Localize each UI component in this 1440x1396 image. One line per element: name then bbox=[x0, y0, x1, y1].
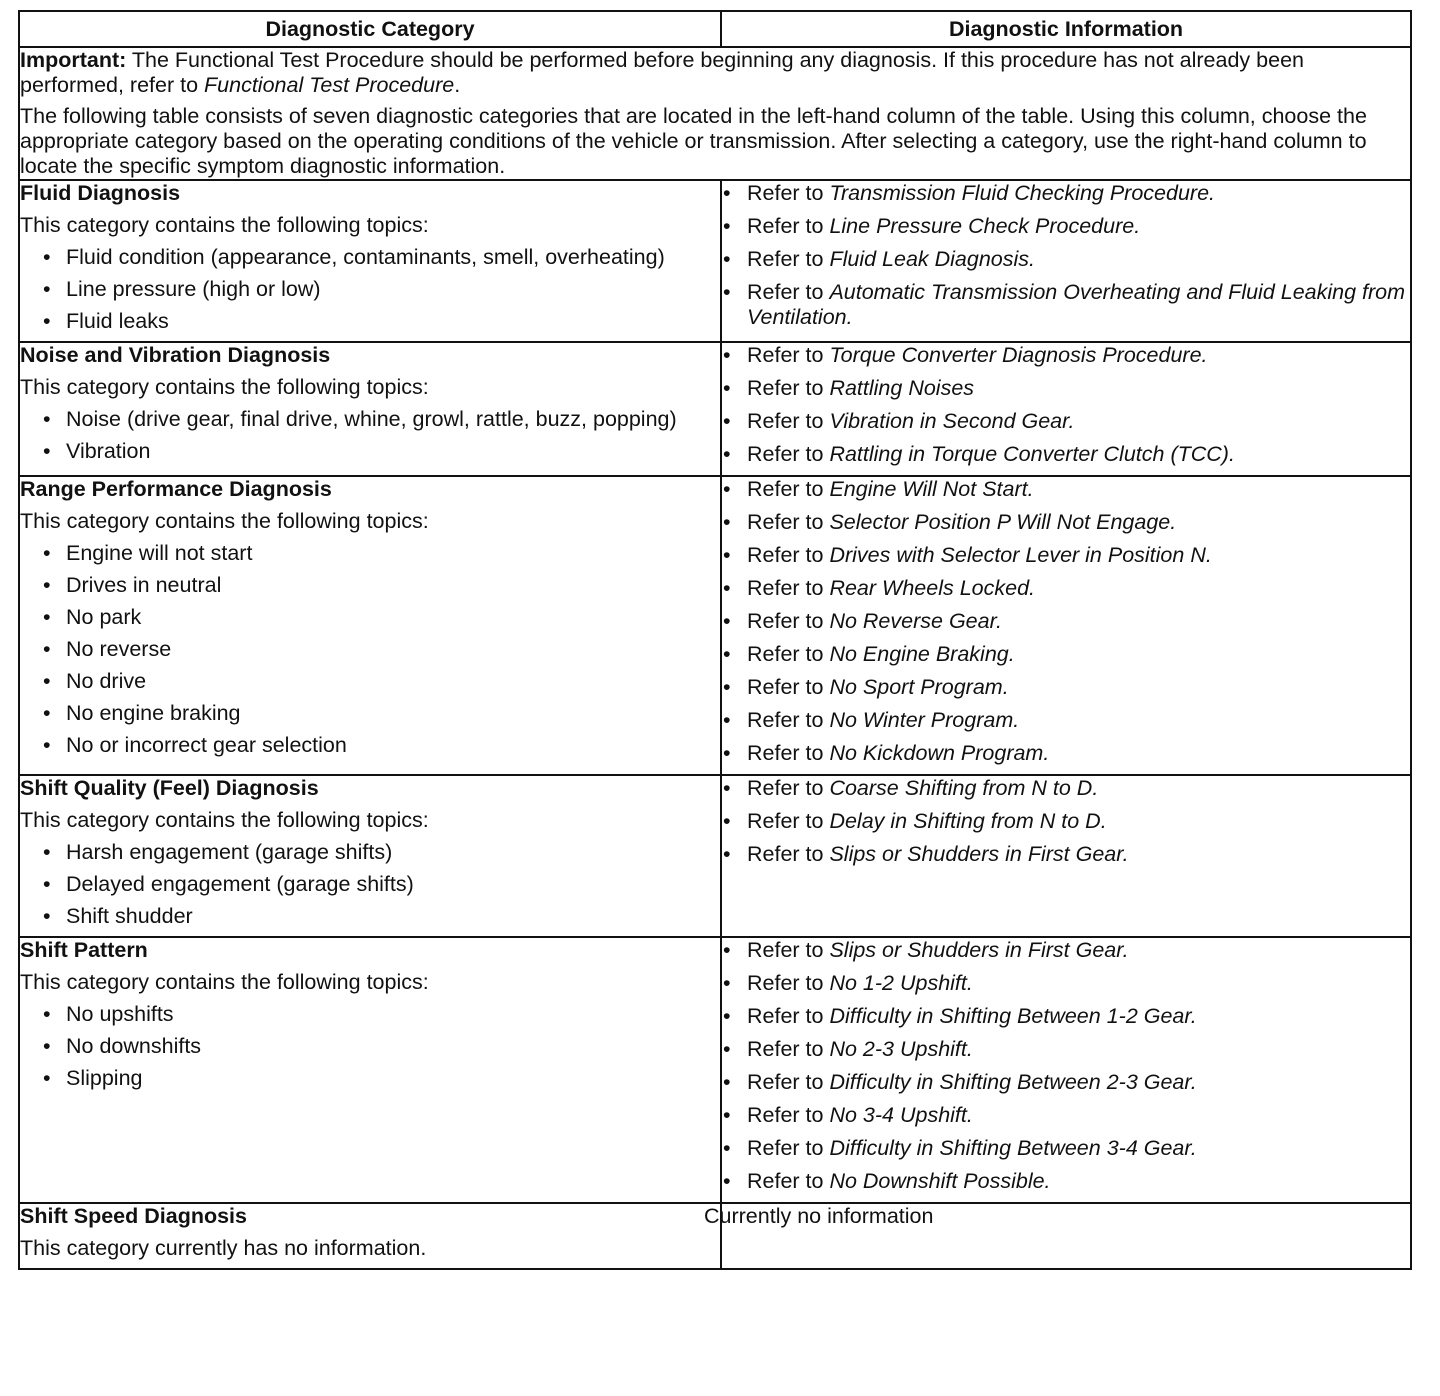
topic-item: • No or incorrect gear selection bbox=[66, 733, 720, 758]
table-row bbox=[19, 180, 1411, 342]
reference-item bbox=[747, 1136, 1410, 1161]
reference-item bbox=[747, 576, 1410, 601]
reference-link[interactable]: Drives with Selector Lever in Position N. bbox=[829, 543, 1212, 567]
topic-item: • Fluid condition (appearance, contaminants, smell, overheating) bbox=[66, 245, 720, 270]
reference-item bbox=[747, 247, 1410, 272]
information-cell bbox=[721, 937, 1411, 1203]
reference-prefix: Refer to bbox=[747, 741, 830, 765]
reference-link[interactable]: No Kickdown Program. bbox=[829, 741, 1050, 765]
topic-item: • No park bbox=[66, 605, 720, 630]
topic-item: • Drives in neutral bbox=[66, 573, 720, 598]
intro-paragraph: The following table consists of seven diagnostic categories that are located in the left-hand column of the table. Using this column, choose the appropriate category based on the operating conditions of the vehicle or transmission. After selecting a category, use the right-hand column to locate the specific symptom diagnostic information. bbox=[20, 104, 1367, 178]
reference-link[interactable]: Coarse Shifting from N to D. bbox=[829, 776, 1099, 800]
reference-item bbox=[747, 675, 1410, 700]
no-information-text: Currently no information bbox=[704, 1204, 934, 1228]
reference-prefix: Refer to bbox=[747, 247, 830, 271]
reference-prefix: Refer to bbox=[747, 543, 830, 567]
functional-test-reference: Functional Test Procedure bbox=[204, 73, 455, 97]
reference-prefix: Refer to bbox=[747, 1037, 830, 1061]
reference-item bbox=[747, 442, 1410, 467]
reference-link[interactable]: Difficulty in Shifting Between 2-3 Gear. bbox=[829, 1070, 1197, 1094]
reference-item bbox=[747, 280, 1410, 330]
reference-item bbox=[747, 938, 1410, 963]
reference-link[interactable]: Automatic Transmission Overheating and Fluid Leaking from Ventilation. bbox=[747, 280, 1406, 329]
topic-item: • No engine braking bbox=[66, 701, 720, 726]
topic-list bbox=[20, 245, 720, 334]
category-title: Shift Quality (Feel) Diagnosis bbox=[20, 776, 319, 800]
reference-link[interactable]: Difficulty in Shifting Between 3-4 Gear. bbox=[829, 1136, 1197, 1160]
reference-list bbox=[722, 776, 1410, 867]
reference-link[interactable]: Line Pressure Check Procedure. bbox=[829, 214, 1141, 238]
reference-item bbox=[747, 971, 1410, 996]
topic-item: • No reverse bbox=[66, 637, 720, 662]
category-cell bbox=[19, 342, 721, 476]
table-row bbox=[19, 342, 1411, 476]
reference-item bbox=[747, 477, 1410, 502]
reference-link[interactable]: Fluid Leak Diagnosis. bbox=[829, 247, 1036, 271]
table-row bbox=[19, 937, 1411, 1203]
reference-link[interactable]: Rattling Noises bbox=[829, 376, 975, 400]
important-note bbox=[20, 48, 1410, 98]
information-cell bbox=[721, 180, 1411, 342]
reference-prefix: Refer to bbox=[747, 376, 830, 400]
category-cell bbox=[19, 937, 721, 1203]
category-title: Shift Pattern bbox=[20, 938, 148, 962]
reference-prefix: Refer to bbox=[747, 842, 830, 866]
table-row bbox=[19, 775, 1411, 937]
category-cell bbox=[19, 476, 721, 775]
table-row bbox=[19, 476, 1411, 775]
reference-prefix: Refer to bbox=[747, 576, 830, 600]
reference-prefix: Refer to bbox=[747, 1169, 830, 1193]
reference-prefix: Refer to bbox=[747, 1004, 830, 1028]
reference-item bbox=[747, 1103, 1410, 1128]
reference-link[interactable]: No Sport Program. bbox=[829, 675, 1009, 699]
reference-prefix: Refer to bbox=[747, 971, 830, 995]
reference-link[interactable]: Engine Will Not Start. bbox=[829, 477, 1034, 501]
information-cell bbox=[721, 476, 1411, 775]
topic-item: • No upshifts bbox=[66, 1002, 720, 1027]
important-end: . bbox=[454, 73, 461, 97]
table-header-row bbox=[19, 11, 1411, 47]
reference-link[interactable]: Slips or Shudders in First Gear. bbox=[829, 938, 1129, 962]
reference-prefix: Refer to bbox=[747, 675, 830, 699]
reference-item bbox=[747, 409, 1410, 434]
important-text: The Functional Test Procedure should be performed before beginning any diagnosis. If this procedure has not already been performed, refer to bbox=[20, 48, 1304, 97]
topic-item: • No downshifts bbox=[66, 1034, 720, 1059]
reference-prefix: Refer to bbox=[747, 477, 830, 501]
reference-item bbox=[747, 741, 1410, 766]
reference-item bbox=[747, 609, 1410, 634]
reference-item bbox=[747, 1004, 1410, 1029]
reference-prefix: Refer to bbox=[747, 1070, 830, 1094]
reference-link[interactable]: Rattling in Torque Converter Clutch (TCC). bbox=[829, 442, 1235, 466]
reference-prefix: Refer to bbox=[747, 1136, 830, 1160]
information-cell bbox=[704, 1203, 1411, 1269]
reference-prefix: Refer to bbox=[747, 938, 830, 962]
category-title: Range Performance Diagnosis bbox=[20, 477, 332, 501]
reference-link[interactable]: Selector Position P Will Not Engage. bbox=[829, 510, 1177, 534]
reference-prefix: Refer to bbox=[747, 280, 830, 304]
reference-item bbox=[747, 343, 1410, 368]
header-diagnostic-category: Diagnostic Category bbox=[19, 11, 721, 47]
reference-link[interactable]: No Engine Braking. bbox=[829, 642, 1015, 666]
reference-item bbox=[747, 181, 1410, 206]
category-description: This category contains the following topics: bbox=[20, 213, 429, 237]
topic-list bbox=[20, 541, 720, 758]
diagnostic-document bbox=[18, 10, 1410, 1270]
category-cell bbox=[19, 180, 721, 342]
category-title: Fluid Diagnosis bbox=[20, 181, 181, 205]
reference-item bbox=[747, 1037, 1410, 1062]
reference-prefix: Refer to bbox=[747, 510, 830, 534]
reference-link[interactable]: Delay in Shifting from N to D. bbox=[829, 809, 1107, 833]
reference-item bbox=[747, 842, 1410, 867]
information-cell bbox=[721, 342, 1411, 476]
reference-link[interactable]: No Downshift Possible. bbox=[829, 1169, 1051, 1193]
reference-link[interactable]: No Reverse Gear. bbox=[829, 609, 1002, 633]
category-description: This category contains the following topics: bbox=[20, 808, 429, 832]
header-diagnostic-information: Diagnostic Information bbox=[721, 11, 1411, 47]
reference-prefix: Refer to bbox=[747, 642, 830, 666]
reference-item bbox=[747, 809, 1410, 834]
reference-link[interactable]: Transmission Fluid Checking Procedure. bbox=[829, 181, 1216, 205]
reference-item bbox=[747, 642, 1410, 667]
important-label: Important: bbox=[20, 48, 127, 72]
reference-prefix: Refer to bbox=[747, 181, 830, 205]
category-description: This category currently has no information. bbox=[20, 1236, 427, 1260]
reference-link[interactable]: Difficulty in Shifting Between 1-2 Gear. bbox=[829, 1004, 1197, 1028]
reference-item bbox=[747, 376, 1410, 401]
topic-list bbox=[20, 840, 720, 929]
reference-list bbox=[722, 343, 1410, 467]
reference-prefix: Refer to bbox=[747, 609, 830, 633]
topic-item: • Noise (drive gear, final drive, whine, growl, rattle, buzz, popping) bbox=[66, 407, 720, 432]
category-title: Shift Speed Diagnosis bbox=[20, 1204, 247, 1228]
category-description: This category contains the following topics: bbox=[20, 509, 429, 533]
reference-item bbox=[747, 543, 1410, 568]
topic-item: • Line pressure (high or low) bbox=[66, 277, 720, 302]
reference-link[interactable]: No 1-2 Upshift. bbox=[829, 971, 973, 995]
reference-prefix: Refer to bbox=[747, 442, 830, 466]
intro-row bbox=[19, 47, 1411, 180]
category-title: Noise and Vibration Diagnosis bbox=[20, 343, 331, 367]
topic-item: • Engine will not start bbox=[66, 541, 720, 566]
category-description: This category contains the following topics: bbox=[20, 375, 429, 399]
topic-item: • Vibration bbox=[66, 439, 720, 464]
reference-link[interactable]: Rear Wheels Locked. bbox=[829, 576, 1035, 600]
topic-item: • Slipping bbox=[66, 1066, 720, 1091]
topic-item: • No drive bbox=[66, 669, 720, 694]
topic-item: • Shift shudder bbox=[66, 904, 720, 929]
category-description: This category contains the following topics: bbox=[20, 970, 429, 994]
reference-link[interactable]: No Winter Program. bbox=[829, 708, 1020, 732]
intro-cell bbox=[19, 47, 1411, 180]
reference-link[interactable]: Slips or Shudders in First Gear. bbox=[829, 842, 1129, 866]
reference-list bbox=[722, 181, 1410, 330]
topic-item: • Delayed engagement (garage shifts) bbox=[66, 872, 720, 897]
reference-prefix: Refer to bbox=[747, 214, 830, 238]
reference-prefix: Refer to bbox=[747, 1103, 830, 1127]
reference-link[interactable]: No 2-3 Upshift. bbox=[829, 1037, 973, 1061]
reference-prefix: Refer to bbox=[747, 809, 830, 833]
reference-prefix: Refer to bbox=[747, 409, 830, 433]
reference-link[interactable]: No 3-4 Upshift. bbox=[829, 1103, 973, 1127]
diagnostic-table bbox=[18, 10, 1412, 1270]
reference-item bbox=[747, 776, 1410, 801]
topic-item: • Fluid leaks bbox=[66, 309, 720, 334]
reference-item bbox=[747, 708, 1410, 733]
reference-link[interactable]: Torque Converter Diagnosis Procedure. bbox=[829, 343, 1208, 367]
reference-item bbox=[747, 1169, 1410, 1194]
reference-list bbox=[722, 477, 1410, 766]
reference-prefix: Refer to bbox=[747, 776, 830, 800]
reference-prefix: Refer to bbox=[747, 343, 830, 367]
topic-item: • Harsh engagement (garage shifts) bbox=[66, 840, 720, 865]
category-cell bbox=[19, 775, 721, 937]
reference-item bbox=[747, 1070, 1410, 1095]
topic-list bbox=[20, 407, 720, 464]
information-cell bbox=[721, 775, 1411, 937]
reference-item bbox=[747, 214, 1410, 239]
reference-list bbox=[722, 938, 1410, 1194]
topic-list bbox=[20, 1002, 720, 1091]
reference-link[interactable]: Vibration in Second Gear. bbox=[829, 409, 1075, 433]
reference-prefix: Refer to bbox=[747, 708, 830, 732]
reference-item bbox=[747, 510, 1410, 535]
category-cell bbox=[19, 1203, 721, 1269]
table-row bbox=[19, 1203, 1411, 1269]
